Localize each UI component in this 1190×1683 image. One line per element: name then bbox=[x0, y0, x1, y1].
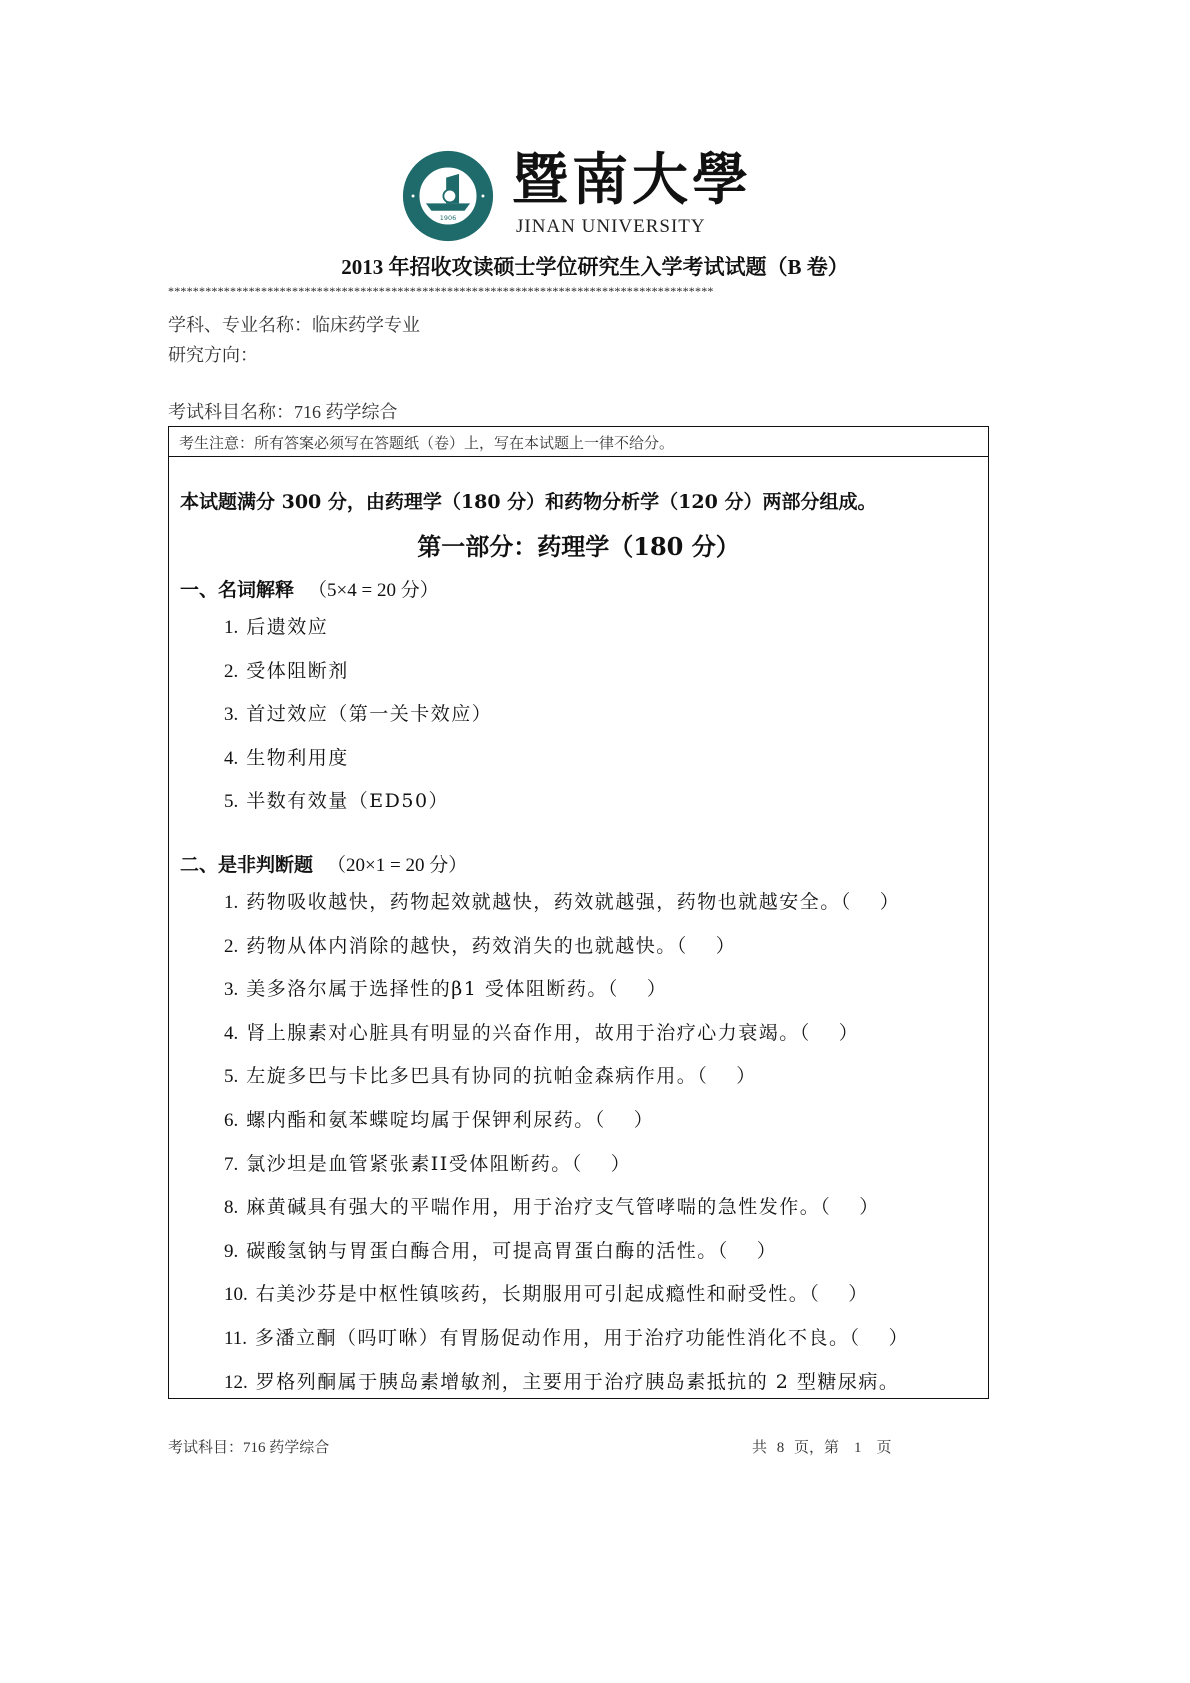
question-number: 1. bbox=[224, 617, 239, 638]
question-text: 药物从体内消除的越快，药效消失的也就越快。（ ） bbox=[246, 934, 737, 957]
question-item bbox=[224, 1236, 777, 1263]
question-text: 首过效应（第一关卡效应） bbox=[246, 703, 493, 725]
footer-page-info: 共 8 页，第 1 页 bbox=[752, 1440, 892, 1456]
question-item bbox=[224, 1105, 654, 1132]
question-number: 10. bbox=[224, 1284, 248, 1306]
exam-subject-label: 考试科目名称：716 药学综合 bbox=[168, 402, 398, 422]
logo-english-name: JINAN UNIVERSITY bbox=[516, 216, 706, 237]
question-text: 氯沙坦是血管紧张素II受体阻断药。（ ） bbox=[246, 1152, 632, 1175]
research-direction-label: 研究方向： bbox=[168, 345, 258, 365]
question-item bbox=[224, 887, 900, 914]
question-number: 4. bbox=[224, 747, 239, 769]
question-text: 美多洛尔属于选择性的β1 受体阻断药。（ ） bbox=[246, 978, 668, 1001]
question-number: 1. bbox=[224, 892, 239, 913]
exam-title: 2013 年招收攻读硕士学位研究生入学考试试题（B 卷） bbox=[341, 255, 849, 279]
question-text: 药物吸收越快，药物起效就越快，药效就越强，药物也就越安全。（ ） bbox=[246, 891, 901, 913]
question-number: 9. bbox=[224, 1240, 239, 1262]
section-heading bbox=[180, 575, 439, 602]
question-item bbox=[224, 1192, 880, 1219]
question-item bbox=[224, 786, 449, 813]
question-number: 8. bbox=[224, 1197, 239, 1219]
exam-intro: 本试题满分 300 分，由药理学（180 分）和药物分析学（120 分）两部分组成。 bbox=[180, 491, 877, 513]
question-item bbox=[224, 612, 328, 639]
asterisk-divider: **************************************************************************************** bbox=[168, 284, 714, 298]
svg-text:1906: 1906 bbox=[439, 213, 457, 222]
question-number: 3. bbox=[224, 979, 239, 1001]
question-item bbox=[224, 699, 492, 726]
question-text: 罗格列酮属于胰岛素增敏剂，主要用于治疗胰岛素抵抗的 2 型糖尿病。 bbox=[255, 1370, 900, 1393]
question-text: 半数有效量（ED50） bbox=[246, 790, 450, 812]
section-label: 一、名词解释 bbox=[180, 579, 295, 601]
question-item bbox=[224, 931, 736, 958]
question-text: 碳酸氢钠与胃蛋白酶合用，可提高胃蛋白酶的活性。（ ） bbox=[246, 1239, 778, 1262]
question-number: 4. bbox=[224, 1022, 239, 1044]
footer-subject: 考试科目：716 药学综合 bbox=[168, 1440, 330, 1456]
question-number: 2. bbox=[224, 935, 239, 957]
exam-content-box bbox=[168, 426, 989, 1399]
notice-row bbox=[169, 427, 988, 457]
logo-chinese-name: 暨南大學 bbox=[512, 147, 752, 213]
question-number: 3. bbox=[224, 704, 239, 725]
question-item bbox=[224, 1323, 909, 1350]
question-text: 螺内酯和氨苯蝶啶均属于保钾利尿药。（ ） bbox=[246, 1109, 655, 1131]
section-label: 二、是非判断题 bbox=[180, 854, 314, 876]
section-heading bbox=[180, 850, 467, 877]
question-item bbox=[224, 1367, 899, 1394]
question-item bbox=[224, 743, 349, 770]
question-item bbox=[224, 656, 349, 683]
question-text: 多潘立酮（吗叮咻）有胃肠促动作用，用于治疗功能性消化不良。（ ） bbox=[255, 1327, 910, 1349]
question-item bbox=[224, 1279, 869, 1306]
question-text: 麻黄碱具有强大的平喘作用，用于治疗支气管哮喘的急性发作。（ ） bbox=[246, 1196, 880, 1219]
question-item bbox=[224, 1061, 757, 1088]
question-number: 7. bbox=[224, 1153, 239, 1175]
question-text: 受体阻断剂 bbox=[246, 659, 349, 682]
section-score: （5×4 = 20 分） bbox=[308, 580, 439, 601]
section-score: （20×1 = 20 分） bbox=[327, 855, 468, 876]
major-label: 学科、专业名称：临床药学专业 bbox=[168, 315, 420, 335]
question-item bbox=[224, 1018, 859, 1045]
question-number: 11. bbox=[224, 1328, 248, 1349]
question-text: 生物利用度 bbox=[246, 746, 349, 769]
question-number: 5. bbox=[224, 791, 239, 812]
question-text: 左旋多巴与卡比多巴具有协同的抗帕金森病作用。（ ） bbox=[246, 1065, 757, 1088]
question-number: 5. bbox=[224, 1066, 239, 1088]
question-item bbox=[224, 974, 667, 1001]
university-seal-icon bbox=[402, 150, 494, 242]
question-text: 右美沙芬是中枢性镇咳药，长期服用可引起成瘾性和耐受性。（ ） bbox=[255, 1283, 869, 1306]
question-text: 后遗效应 bbox=[246, 616, 329, 638]
question-item bbox=[224, 1149, 631, 1176]
question-number: 6. bbox=[224, 1110, 239, 1131]
question-number: 2. bbox=[224, 660, 239, 682]
candidate-notice: 考生注意：所有答案必须写在答题纸（卷）上，写在本试题上一律不给分。 bbox=[179, 436, 675, 452]
question-text: 肾上腺素对心脏具有明显的兴奋作用，故用于治疗心力衰竭。（ ） bbox=[246, 1021, 860, 1044]
part-title: 第一部分：药理学（180 分） bbox=[417, 532, 740, 561]
question-number: 12. bbox=[224, 1371, 248, 1393]
university-logo bbox=[400, 147, 752, 244]
